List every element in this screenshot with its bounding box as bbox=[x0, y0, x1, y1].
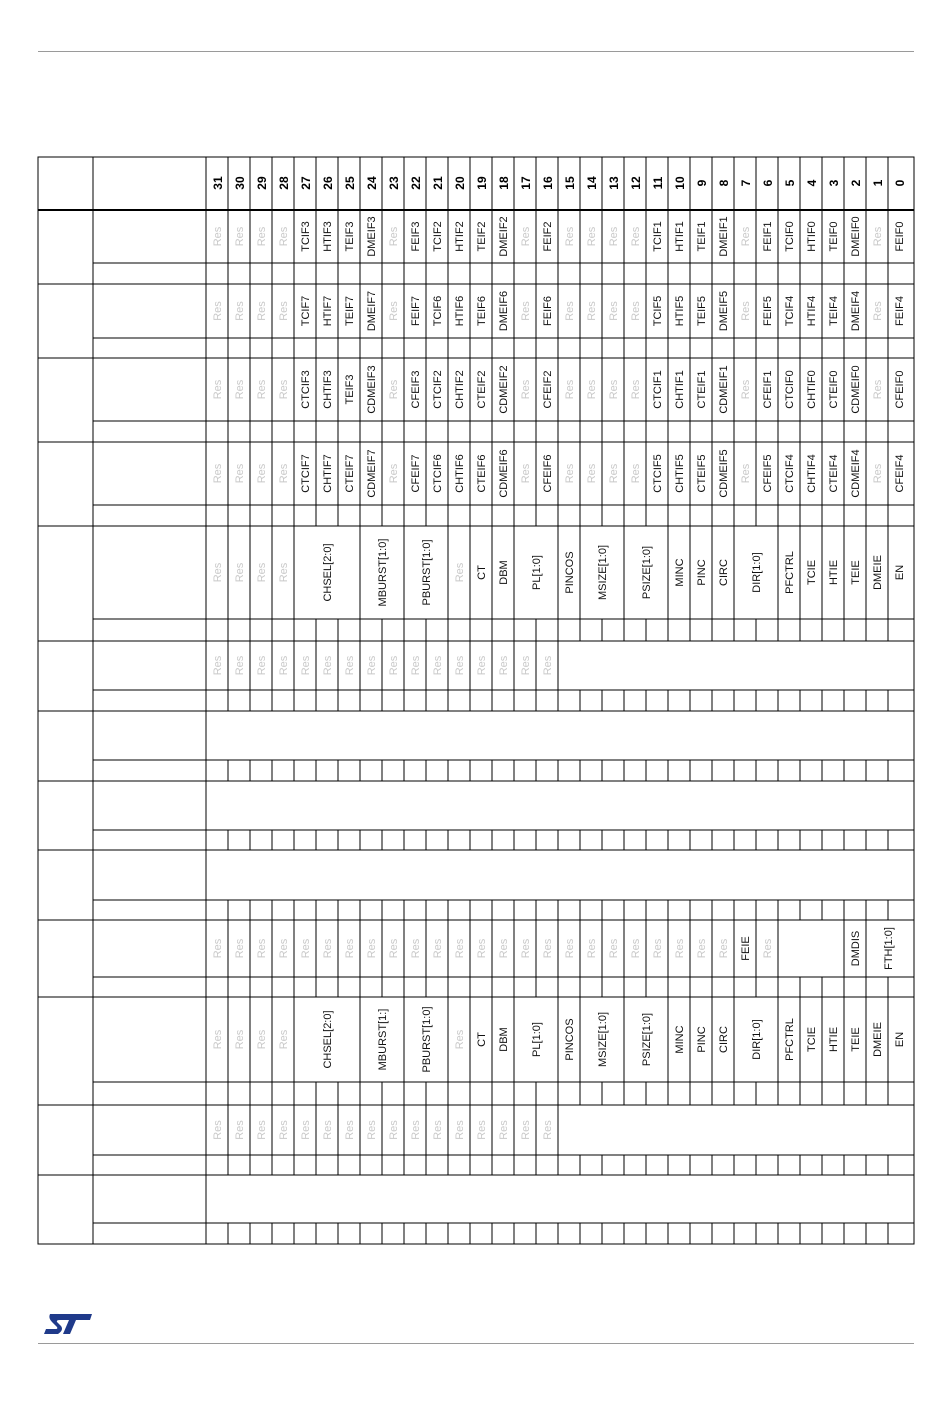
reserved-bit-label: Res bbox=[388, 301, 400, 321]
bit-number: 7 bbox=[739, 179, 753, 187]
reserved-bit-label: Res bbox=[256, 463, 268, 484]
bit-field-label: CTEIF1 bbox=[696, 370, 708, 409]
reserved-bit-label: Res bbox=[278, 463, 290, 484]
reserved-bit-label: Res bbox=[564, 938, 576, 959]
bit-number: 12 bbox=[629, 176, 643, 190]
bit-number: 13 bbox=[607, 176, 621, 190]
bit-field-label: EN bbox=[894, 1031, 906, 1048]
bit-field-label: MSIZE[1:0] bbox=[597, 1011, 609, 1068]
bit-field-label: MBURST[1:] bbox=[377, 1008, 389, 1071]
bit-number: 24 bbox=[365, 176, 379, 190]
bit-field-label: CTCIF4 bbox=[784, 454, 796, 493]
reserved-bit-label: Res bbox=[278, 226, 290, 247]
bit-field-label: TEIF3 bbox=[344, 221, 356, 252]
bit-field-label: TEIF2 bbox=[476, 221, 488, 252]
bit-field-label: CDMEIF1 bbox=[718, 365, 730, 414]
reserved-bit-label: Res bbox=[256, 226, 268, 247]
reserved-bit-label: Res bbox=[410, 938, 422, 959]
reserved-bit-label: Res bbox=[234, 1120, 246, 1140]
bit-number: 29 bbox=[255, 176, 269, 190]
bit-field-label: CHTIF7 bbox=[322, 454, 334, 493]
bit-field-label: TEIF6 bbox=[476, 296, 488, 326]
bit-field-label: DMEIF7 bbox=[366, 290, 378, 332]
bit-field-label: PBURST[1:0] bbox=[421, 539, 433, 606]
bit-field-label: CFEIF7 bbox=[410, 454, 422, 493]
reserved-bit-label: Res bbox=[586, 379, 598, 400]
reserved-bit-label: Res bbox=[212, 379, 224, 400]
reserved-bit-label: Res bbox=[608, 938, 620, 959]
bit-number: 31 bbox=[211, 176, 225, 190]
reserved-bit-label: Res bbox=[476, 938, 488, 959]
bit-field-label: CHTIF3 bbox=[322, 370, 334, 409]
reserved-bit-label: Res bbox=[212, 938, 224, 959]
bit-field-label: CTCIF6 bbox=[432, 454, 444, 493]
reserved-bit-label: Res bbox=[410, 1120, 422, 1140]
reserved-bit-label: Res bbox=[498, 655, 510, 676]
reserved-bit-label: Res bbox=[344, 938, 356, 959]
reserved-bit-label: Res bbox=[696, 938, 708, 959]
reserved-bit-label: Res bbox=[454, 562, 466, 583]
bit-field-label: FEIF6 bbox=[542, 296, 554, 326]
bit-field-label: PBURST[1:0] bbox=[421, 1006, 433, 1073]
bit-field-label: CDMEIF3 bbox=[366, 365, 378, 414]
reserved-bit-label: Res bbox=[388, 463, 400, 484]
reserved-bit-label: Res bbox=[630, 226, 642, 247]
bit-field-label: CT bbox=[476, 1032, 488, 1047]
reserved-bit-label: Res bbox=[542, 938, 554, 959]
bit-field-label: DMEIF4 bbox=[850, 290, 862, 332]
bit-field-label: CTCIF7 bbox=[300, 454, 312, 493]
reserved-bit-label: Res bbox=[630, 463, 642, 484]
bit-number: 16 bbox=[541, 176, 555, 190]
reserved-bit-label: Res bbox=[564, 301, 576, 321]
reserved-bit-label: Res bbox=[212, 655, 224, 676]
bit-field-label: TCIE bbox=[806, 1026, 818, 1053]
bit-number: 22 bbox=[409, 176, 423, 190]
reserved-bit-label: Res bbox=[740, 301, 752, 321]
reserved-bit-label: Res bbox=[278, 379, 290, 400]
bit-number: 27 bbox=[299, 176, 313, 190]
reserved-bit-label: Res bbox=[586, 463, 598, 484]
bit-field-label: DMDIS bbox=[850, 930, 862, 967]
bit-field-label: FTH[1:0] bbox=[883, 927, 895, 970]
bit-field-label: CHTIF4 bbox=[806, 454, 818, 493]
bit-number: 17 bbox=[519, 176, 533, 190]
bit-field-label: PL[1:0] bbox=[531, 1022, 543, 1057]
bit-field-label: PSIZE[1:0] bbox=[641, 1012, 653, 1067]
bit-field-label: CTCIF0 bbox=[784, 370, 796, 409]
bit-field-label: CHTIF5 bbox=[674, 454, 686, 493]
reserved-bit-label: Res bbox=[278, 655, 290, 676]
reserved-bit-label: Res bbox=[454, 655, 466, 676]
bit-number: 4 bbox=[805, 179, 819, 187]
bit-field-label: DMEIF1 bbox=[718, 216, 730, 257]
bit-field-label: TCIF5 bbox=[652, 295, 664, 327]
reserved-bit-label: Res bbox=[542, 655, 554, 676]
bit-field-label: MBURST[1:0] bbox=[377, 538, 389, 607]
reserved-bit-label: Res bbox=[388, 1120, 400, 1140]
reserved-bit-label: Res bbox=[872, 226, 884, 247]
reserved-bit-label: Res bbox=[322, 655, 334, 676]
bit-field-label: CDMEIF6 bbox=[498, 449, 510, 498]
bit-field-label: TCIF3 bbox=[300, 221, 312, 252]
reserved-bit-label: Res bbox=[872, 379, 884, 400]
reserved-bit-label: Res bbox=[366, 1120, 378, 1140]
bit-field-label: DIR[1:0] bbox=[751, 1019, 763, 1060]
bit-field-label: CFEIF4 bbox=[894, 454, 906, 493]
bit-field-label: TCIF7 bbox=[300, 295, 312, 327]
bit-number: 15 bbox=[563, 176, 577, 190]
bit-field-label: CTCIF3 bbox=[300, 370, 312, 409]
reserved-bit-label: Res bbox=[432, 655, 444, 676]
bit-field-label: HTIF6 bbox=[454, 295, 466, 327]
reserved-bit-label: Res bbox=[520, 938, 532, 959]
bit-field-label: CHSEL[2:0] bbox=[322, 1010, 334, 1069]
bit-field-label: CFEIF3 bbox=[410, 370, 422, 409]
bit-field-label: PINCOS bbox=[564, 551, 576, 594]
bit-field-label: CFEIF1 bbox=[762, 370, 774, 409]
reserved-bit-label: Res bbox=[608, 379, 620, 400]
reserved-bit-label: Res bbox=[278, 301, 290, 321]
bit-field-label: CHTIF0 bbox=[806, 370, 818, 409]
bit-field-label: FEIF5 bbox=[762, 296, 774, 326]
bit-field-label: DMEIE bbox=[872, 1022, 884, 1057]
bit-field-label: HTIF4 bbox=[806, 295, 818, 327]
reserved-bit-label: Res bbox=[564, 379, 576, 400]
reserved-bit-label: Res bbox=[564, 463, 576, 484]
reserved-bit-label: Res bbox=[344, 655, 356, 676]
bit-field-label: CTEIF5 bbox=[696, 454, 708, 493]
bit-number: 26 bbox=[321, 176, 335, 190]
reserved-bit-label: Res bbox=[234, 1029, 246, 1050]
bit-field-label: TEIF7 bbox=[344, 296, 356, 326]
reserved-bit-label: Res bbox=[476, 1120, 488, 1140]
bit-field-label: HTIE bbox=[828, 1026, 840, 1053]
reserved-bit-label: Res bbox=[674, 938, 686, 959]
bit-field-label: PFCTRL bbox=[784, 551, 796, 594]
bit-field-label: TCIF0 bbox=[784, 221, 796, 252]
reserved-bit-label: Res bbox=[278, 1029, 290, 1050]
bit-field-label: EN bbox=[894, 564, 906, 581]
bit-field-label: DMEIF6 bbox=[498, 290, 510, 332]
reserved-bit-label: Res bbox=[652, 938, 664, 959]
bit-field-label: FEIF0 bbox=[894, 221, 906, 252]
bit-number: 5 bbox=[783, 179, 797, 187]
bit-field-label: CFEIF5 bbox=[762, 454, 774, 493]
bit-field-label: DIR[1:0] bbox=[751, 552, 763, 593]
reserved-bit-label: Res bbox=[256, 379, 268, 400]
reserved-bit-label: Res bbox=[256, 1029, 268, 1050]
bit-field-label: HTIF2 bbox=[454, 221, 466, 252]
bit-field-label: TCIF6 bbox=[432, 295, 444, 327]
reserved-bit-label: Res bbox=[256, 655, 268, 676]
bit-field-label: TCIF2 bbox=[432, 221, 444, 252]
reserved-bit-label: Res bbox=[388, 226, 400, 247]
reserved-bit-label: Res bbox=[520, 463, 532, 484]
reserved-bit-label: Res bbox=[608, 301, 620, 321]
bit-number: 8 bbox=[717, 179, 731, 187]
reserved-bit-label: Res bbox=[586, 226, 598, 247]
reserved-bit-label: Res bbox=[212, 562, 224, 583]
bit-field-label: CT bbox=[476, 565, 488, 580]
bit-field-label: PINC bbox=[696, 1026, 708, 1053]
bit-field-label: HTIF0 bbox=[806, 221, 818, 252]
bit-field-label: DMEIF0 bbox=[850, 216, 862, 257]
reserved-bit-label: Res bbox=[256, 938, 268, 959]
reserved-bit-label: Res bbox=[608, 226, 620, 247]
reserved-bit-label: Res bbox=[432, 1120, 444, 1140]
reserved-bit-label: Res bbox=[234, 938, 246, 959]
bit-field-label: CTCIF2 bbox=[432, 370, 444, 409]
reserved-bit-label: Res bbox=[762, 938, 774, 959]
bit-number: 20 bbox=[453, 176, 467, 190]
bit-field-label: DMEIF3 bbox=[366, 216, 378, 257]
reserved-bit-label: Res bbox=[872, 463, 884, 484]
bit-number: 2 bbox=[849, 179, 863, 187]
bit-field-label: FEIF3 bbox=[410, 221, 422, 252]
reserved-bit-label: Res bbox=[872, 301, 884, 321]
bit-field-label: TCIF1 bbox=[652, 221, 664, 252]
bit-field-label: FEIE bbox=[740, 936, 752, 961]
bit-field-label: CTEIF2 bbox=[476, 370, 488, 409]
bit-number: 28 bbox=[277, 176, 291, 190]
bit-field-label: CFEIF6 bbox=[542, 454, 554, 493]
bit-field-label: MINC bbox=[674, 1025, 686, 1054]
reserved-bit-label: Res bbox=[366, 655, 378, 676]
reserved-bit-label: Res bbox=[300, 1120, 312, 1140]
bit-field-label: TEIE bbox=[850, 1027, 862, 1052]
reserved-bit-label: Res bbox=[388, 938, 400, 959]
bit-field-label: CHTIF6 bbox=[454, 454, 466, 493]
bit-field-label: DMEIF5 bbox=[718, 290, 730, 332]
reserved-bit-label: Res bbox=[212, 1029, 224, 1050]
reserved-bit-label: Res bbox=[278, 1120, 290, 1140]
bit-number: 21 bbox=[431, 176, 445, 190]
reserved-bit-label: Res bbox=[498, 938, 510, 959]
reserved-bit-label: Res bbox=[212, 226, 224, 247]
bit-field-label: DBM bbox=[498, 560, 510, 585]
bit-field-label: FEIF2 bbox=[542, 221, 554, 252]
reserved-bit-label: Res bbox=[520, 655, 532, 676]
bit-field-label: CIRC bbox=[718, 559, 730, 586]
reserved-bit-label: Res bbox=[740, 226, 752, 247]
bit-field-label: PINCOS bbox=[564, 1018, 576, 1061]
bit-field-label: CHTIF1 bbox=[674, 370, 686, 409]
bit-field-label: CHTIF2 bbox=[454, 370, 466, 409]
bit-field-label: CHSEL[2:0] bbox=[322, 543, 334, 602]
bit-field-label: TEIF3 bbox=[344, 374, 356, 405]
reserved-bit-label: Res bbox=[388, 379, 400, 400]
reserved-bit-label: Res bbox=[234, 655, 246, 676]
bit-field-label: FEIF7 bbox=[410, 296, 422, 326]
reserved-bit-label: Res bbox=[234, 379, 246, 400]
reserved-bit-label: Res bbox=[520, 1120, 532, 1140]
bit-field-label: HTIF1 bbox=[674, 221, 686, 252]
reserved-bit-label: Res bbox=[256, 562, 268, 583]
bit-field-label: TCIF4 bbox=[784, 295, 796, 327]
reserved-bit-label: Res bbox=[322, 938, 334, 959]
bit-field-label: TEIF0 bbox=[828, 221, 840, 252]
bit-number: 0 bbox=[893, 179, 907, 187]
reserved-bit-label: Res bbox=[388, 655, 400, 676]
bit-field-label: PSIZE[1:0] bbox=[641, 545, 653, 600]
reserved-bit-label: Res bbox=[212, 1120, 224, 1140]
bit-field-label: HTIF5 bbox=[674, 295, 686, 327]
bit-field-label: FEIF4 bbox=[894, 296, 906, 326]
bit-field-label: CTEIF7 bbox=[344, 454, 356, 493]
bit-field-label: TEIE bbox=[850, 560, 862, 585]
reserved-bit-label: Res bbox=[586, 301, 598, 321]
bit-number: 9 bbox=[695, 179, 709, 187]
reserved-bit-label: Res bbox=[718, 938, 730, 959]
bit-field-label: CFEIF2 bbox=[542, 370, 554, 409]
reserved-bit-label: Res bbox=[234, 562, 246, 583]
reserved-bit-label: Res bbox=[564, 226, 576, 247]
reserved-bit-label: Res bbox=[212, 463, 224, 484]
bit-field-label: CTEIF0 bbox=[828, 370, 840, 409]
bit-field-label: MINC bbox=[674, 558, 686, 587]
reserved-bit-label: Res bbox=[476, 655, 488, 676]
bit-field-label: TEIF5 bbox=[696, 296, 708, 326]
reserved-bit-label: Res bbox=[300, 938, 312, 959]
bit-field-label: FEIF1 bbox=[762, 221, 774, 252]
bit-number: 23 bbox=[387, 176, 401, 190]
bit-field-label: CIRC bbox=[718, 1026, 730, 1053]
bit-field-label: MSIZE[1:0] bbox=[597, 544, 609, 601]
bit-number: 25 bbox=[343, 176, 357, 190]
reserved-bit-label: Res bbox=[608, 463, 620, 484]
reserved-bit-label: Res bbox=[630, 938, 642, 959]
bit-field-label: CTCIF1 bbox=[652, 370, 664, 409]
reserved-bit-label: Res bbox=[630, 301, 642, 321]
bit-number: 6 bbox=[761, 179, 775, 187]
bit-number: 3 bbox=[827, 179, 841, 187]
reserved-bit-label: Res bbox=[432, 938, 444, 959]
bit-number: 19 bbox=[475, 176, 489, 190]
bit-field-label: PL[1:0] bbox=[531, 555, 543, 590]
reserved-bit-label: Res bbox=[234, 463, 246, 484]
bit-number: 30 bbox=[233, 176, 247, 190]
reserved-bit-label: Res bbox=[520, 226, 532, 247]
reserved-bit-label: Res bbox=[454, 938, 466, 959]
bit-field-label: CFEIF0 bbox=[894, 370, 906, 409]
reserved-bit-label: Res bbox=[212, 301, 224, 321]
reserved-bit-label: Res bbox=[278, 562, 290, 583]
reserved-bit-label: Res bbox=[630, 379, 642, 400]
st-logo-icon bbox=[40, 1310, 100, 1338]
reserved-bit-label: Res bbox=[520, 301, 532, 321]
bit-number: 14 bbox=[585, 176, 599, 190]
bit-number: 18 bbox=[497, 176, 511, 190]
bit-field-label: PFCTRL bbox=[784, 1018, 796, 1061]
reserved-bit-label: Res bbox=[322, 1120, 334, 1140]
reserved-bit-label: Res bbox=[234, 301, 246, 321]
bit-field-label: DBM bbox=[498, 1027, 510, 1052]
bit-field-label: DMEIE bbox=[872, 555, 884, 590]
bit-field-label: TCIE bbox=[806, 559, 818, 586]
reserved-bit-label: Res bbox=[234, 226, 246, 247]
bit-field-label: TEIF1 bbox=[696, 221, 708, 252]
reserved-bit-label: Res bbox=[520, 379, 532, 400]
bit-field-label: CDMEIF7 bbox=[366, 449, 378, 498]
bit-field-label: PINC bbox=[696, 559, 708, 586]
bit-field-label: CDMEIF4 bbox=[850, 449, 862, 498]
bit-number: 10 bbox=[673, 176, 687, 190]
bit-field-label: CTEIF6 bbox=[476, 454, 488, 493]
reserved-bit-label: Res bbox=[498, 1120, 510, 1140]
reserved-bit-label: Res bbox=[366, 938, 378, 959]
bit-field-label: CDMEIF5 bbox=[718, 449, 730, 498]
reserved-bit-label: Res bbox=[300, 655, 312, 676]
bit-field-label: HTIE bbox=[828, 559, 840, 586]
reserved-bit-label: Res bbox=[256, 1120, 268, 1140]
reserved-bit-label: Res bbox=[542, 1120, 554, 1140]
bit-field-label: CTCIF5 bbox=[652, 454, 664, 493]
reserved-bit-label: Res bbox=[740, 379, 752, 400]
reserved-bit-label: Res bbox=[454, 1120, 466, 1140]
bit-number: 11 bbox=[651, 176, 665, 190]
reserved-bit-label: Res bbox=[740, 463, 752, 484]
reserved-bit-label: Res bbox=[278, 938, 290, 959]
reserved-bit-label: Res bbox=[410, 655, 422, 676]
bit-field-label: TEIF4 bbox=[828, 296, 840, 326]
reserved-bit-label: Res bbox=[256, 301, 268, 321]
bit-field-label: HTIF7 bbox=[322, 295, 334, 327]
bit-field-label: CDMEIF2 bbox=[498, 365, 510, 414]
reserved-bit-label: Res bbox=[344, 1120, 356, 1140]
reserved-bit-label: Res bbox=[586, 938, 598, 959]
reserved-bit-label: Res bbox=[454, 1029, 466, 1050]
bit-field-label: DMEIF2 bbox=[498, 216, 510, 257]
bit-number: 1 bbox=[871, 179, 885, 187]
bit-field-label: CDMEIF0 bbox=[850, 365, 862, 414]
bit-field-label: HTIF3 bbox=[322, 221, 334, 252]
bit-field-label: CTEIF4 bbox=[828, 454, 840, 493]
